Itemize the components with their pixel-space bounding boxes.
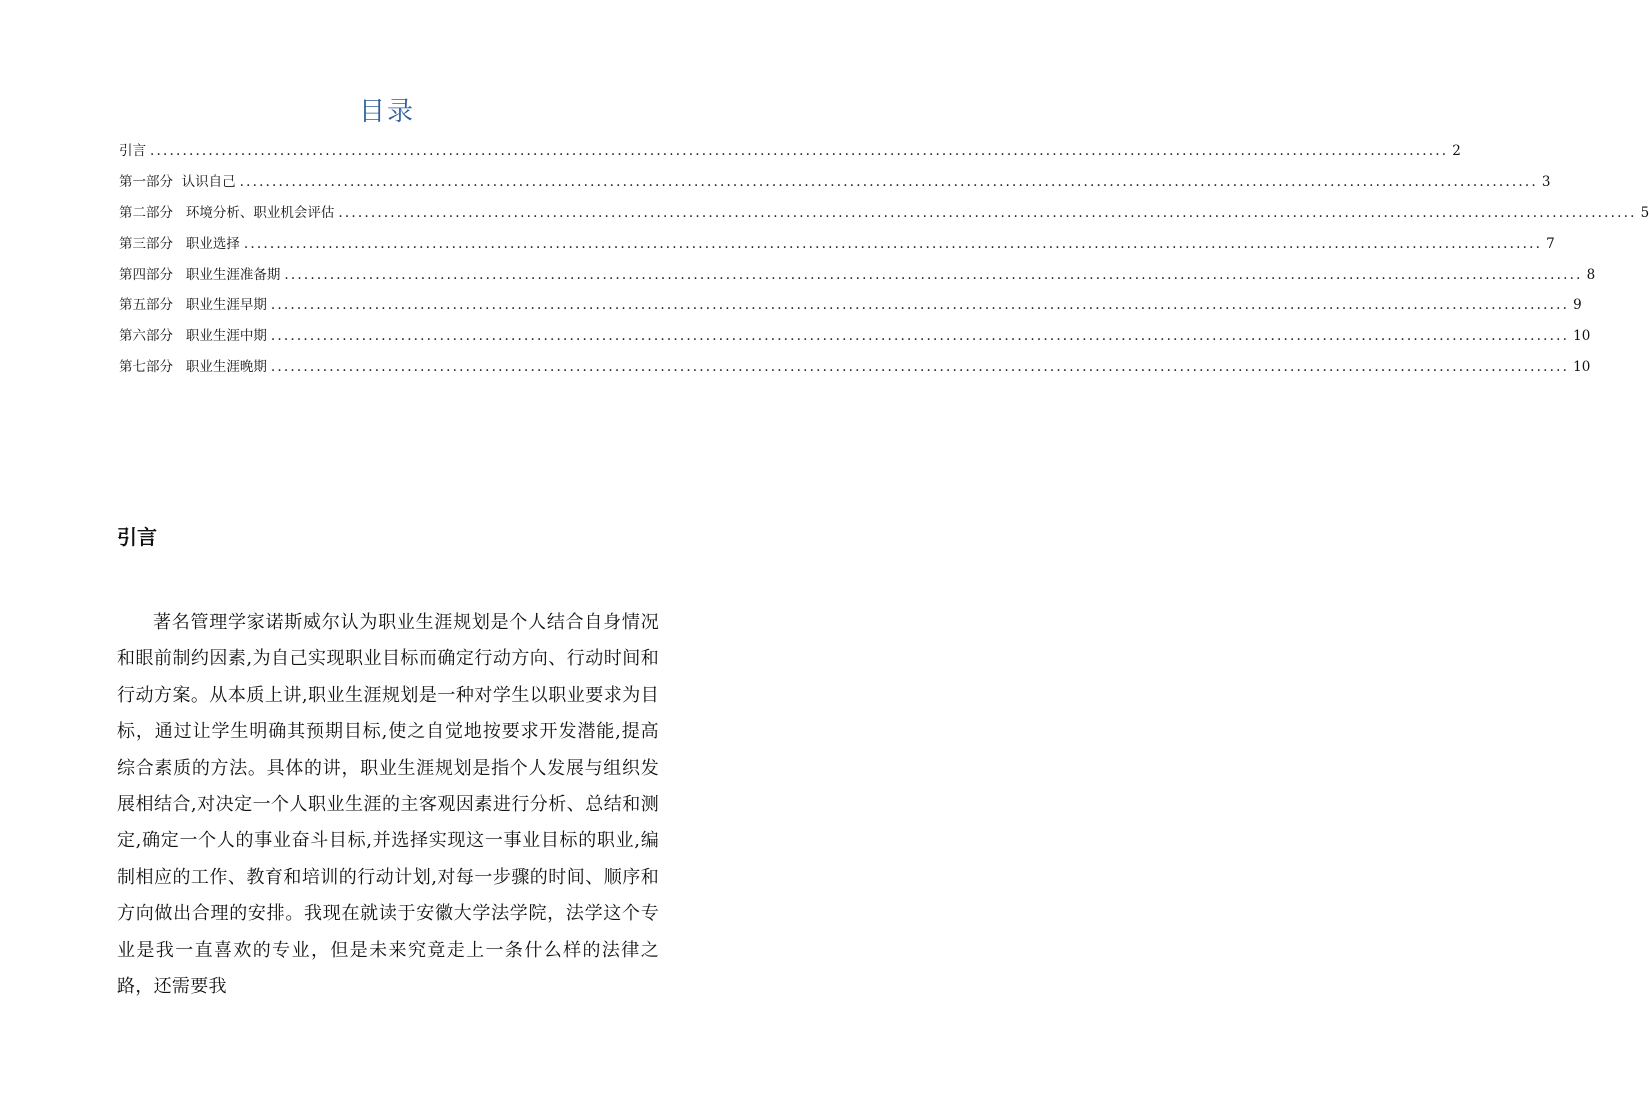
toc-entry-page: 3 [1541,173,1551,190]
toc-dot-leader: ........................................................................................................................................................................................................ [270,359,1570,376]
toc-entry-page: 2 [1452,143,1461,159]
toc-title: 目录 [358,97,415,127]
toc-entry-page: 10 [1573,328,1591,345]
toc-entry-label: 第四部分 职业生涯准备期 [119,266,281,283]
toc-entry[interactable] [119,325,1591,356]
toc-entry[interactable] [119,356,1591,387]
toc-entry-label: 第二部分 环境分析、职业机会评估 [119,204,335,221]
toc-entry-page: 5 [1640,204,1649,221]
toc-entry[interactable] [119,171,1551,202]
toc-entry-label: 引言 [119,143,146,159]
toc-entry-page: 9 [1573,297,1582,314]
toc-entry-label: 第六部分 职业生涯中期 [119,328,267,345]
table-of-contents [119,140,1649,387]
toc-dot-leader: ........................................................................................................................................................................................................ [150,143,1449,159]
toc-dot-leader: ........................................................................................................................................................................................................ [239,173,1538,190]
toc-entry-label: 第七部分 职业生涯晚期 [119,359,267,376]
toc-entry[interactable] [119,202,1649,233]
section-heading: 引言 [117,525,157,549]
toc-dot-leader: ........................................................................................................................................................................................................ [243,235,1543,252]
toc-entry-label: 第一部分 认识自己 [119,173,236,190]
toc-entry-page: 8 [1586,266,1596,283]
section-paragraph: 著名管理学家诺斯威尔认为职业生涯规划是个人结合自身情况和眼前制约因素,为自己实现职业目标而确定行动方向、行动时间和行动方案。从本质上讲,职业生涯规划是一种对学生以职业要求为目标，通过让学生明确其预期目标,使之自觉地按要求开发潜能,提高综合素质的方法。具体的讲，职业生涯规划是指个人发展与组织发展相结合,对决定一个人职业生涯的主客观因素进行分析、总结和测定,确定一个人的事业奋斗目标,并选择实现这一事业目标的职业,编制相应的工作、教育和培训的行动计划,对每一步骤的时间、顺序和方向做出合理的安排。我现在就读于安徽大学法学院，法学这个专业是我一直喜欢的专业，但是未来究竟走上一条什么样的法律之路，还需要我 [117,612,659,998]
toc-entry[interactable] [119,294,1582,325]
toc-entry[interactable] [119,233,1555,264]
toc-entry[interactable] [119,264,1596,295]
toc-dot-leader: ........................................................................................................................................................................................................ [338,204,1637,221]
toc-dot-leader: ........................................................................................................................................................................................................ [270,328,1570,345]
toc-entry-label: 第五部分 职业生涯早期 [119,297,267,314]
toc-entry-page: 10 [1573,359,1591,376]
toc-dot-leader: ........................................................................................................................................................................................................ [284,266,1583,283]
toc-dot-leader: ........................................................................................................................................................................................................ [270,297,1570,314]
toc-entry[interactable] [119,140,1461,171]
toc-entry-label: 第三部分 职业选择 [119,235,240,252]
toc-entry-page: 7 [1546,235,1555,252]
